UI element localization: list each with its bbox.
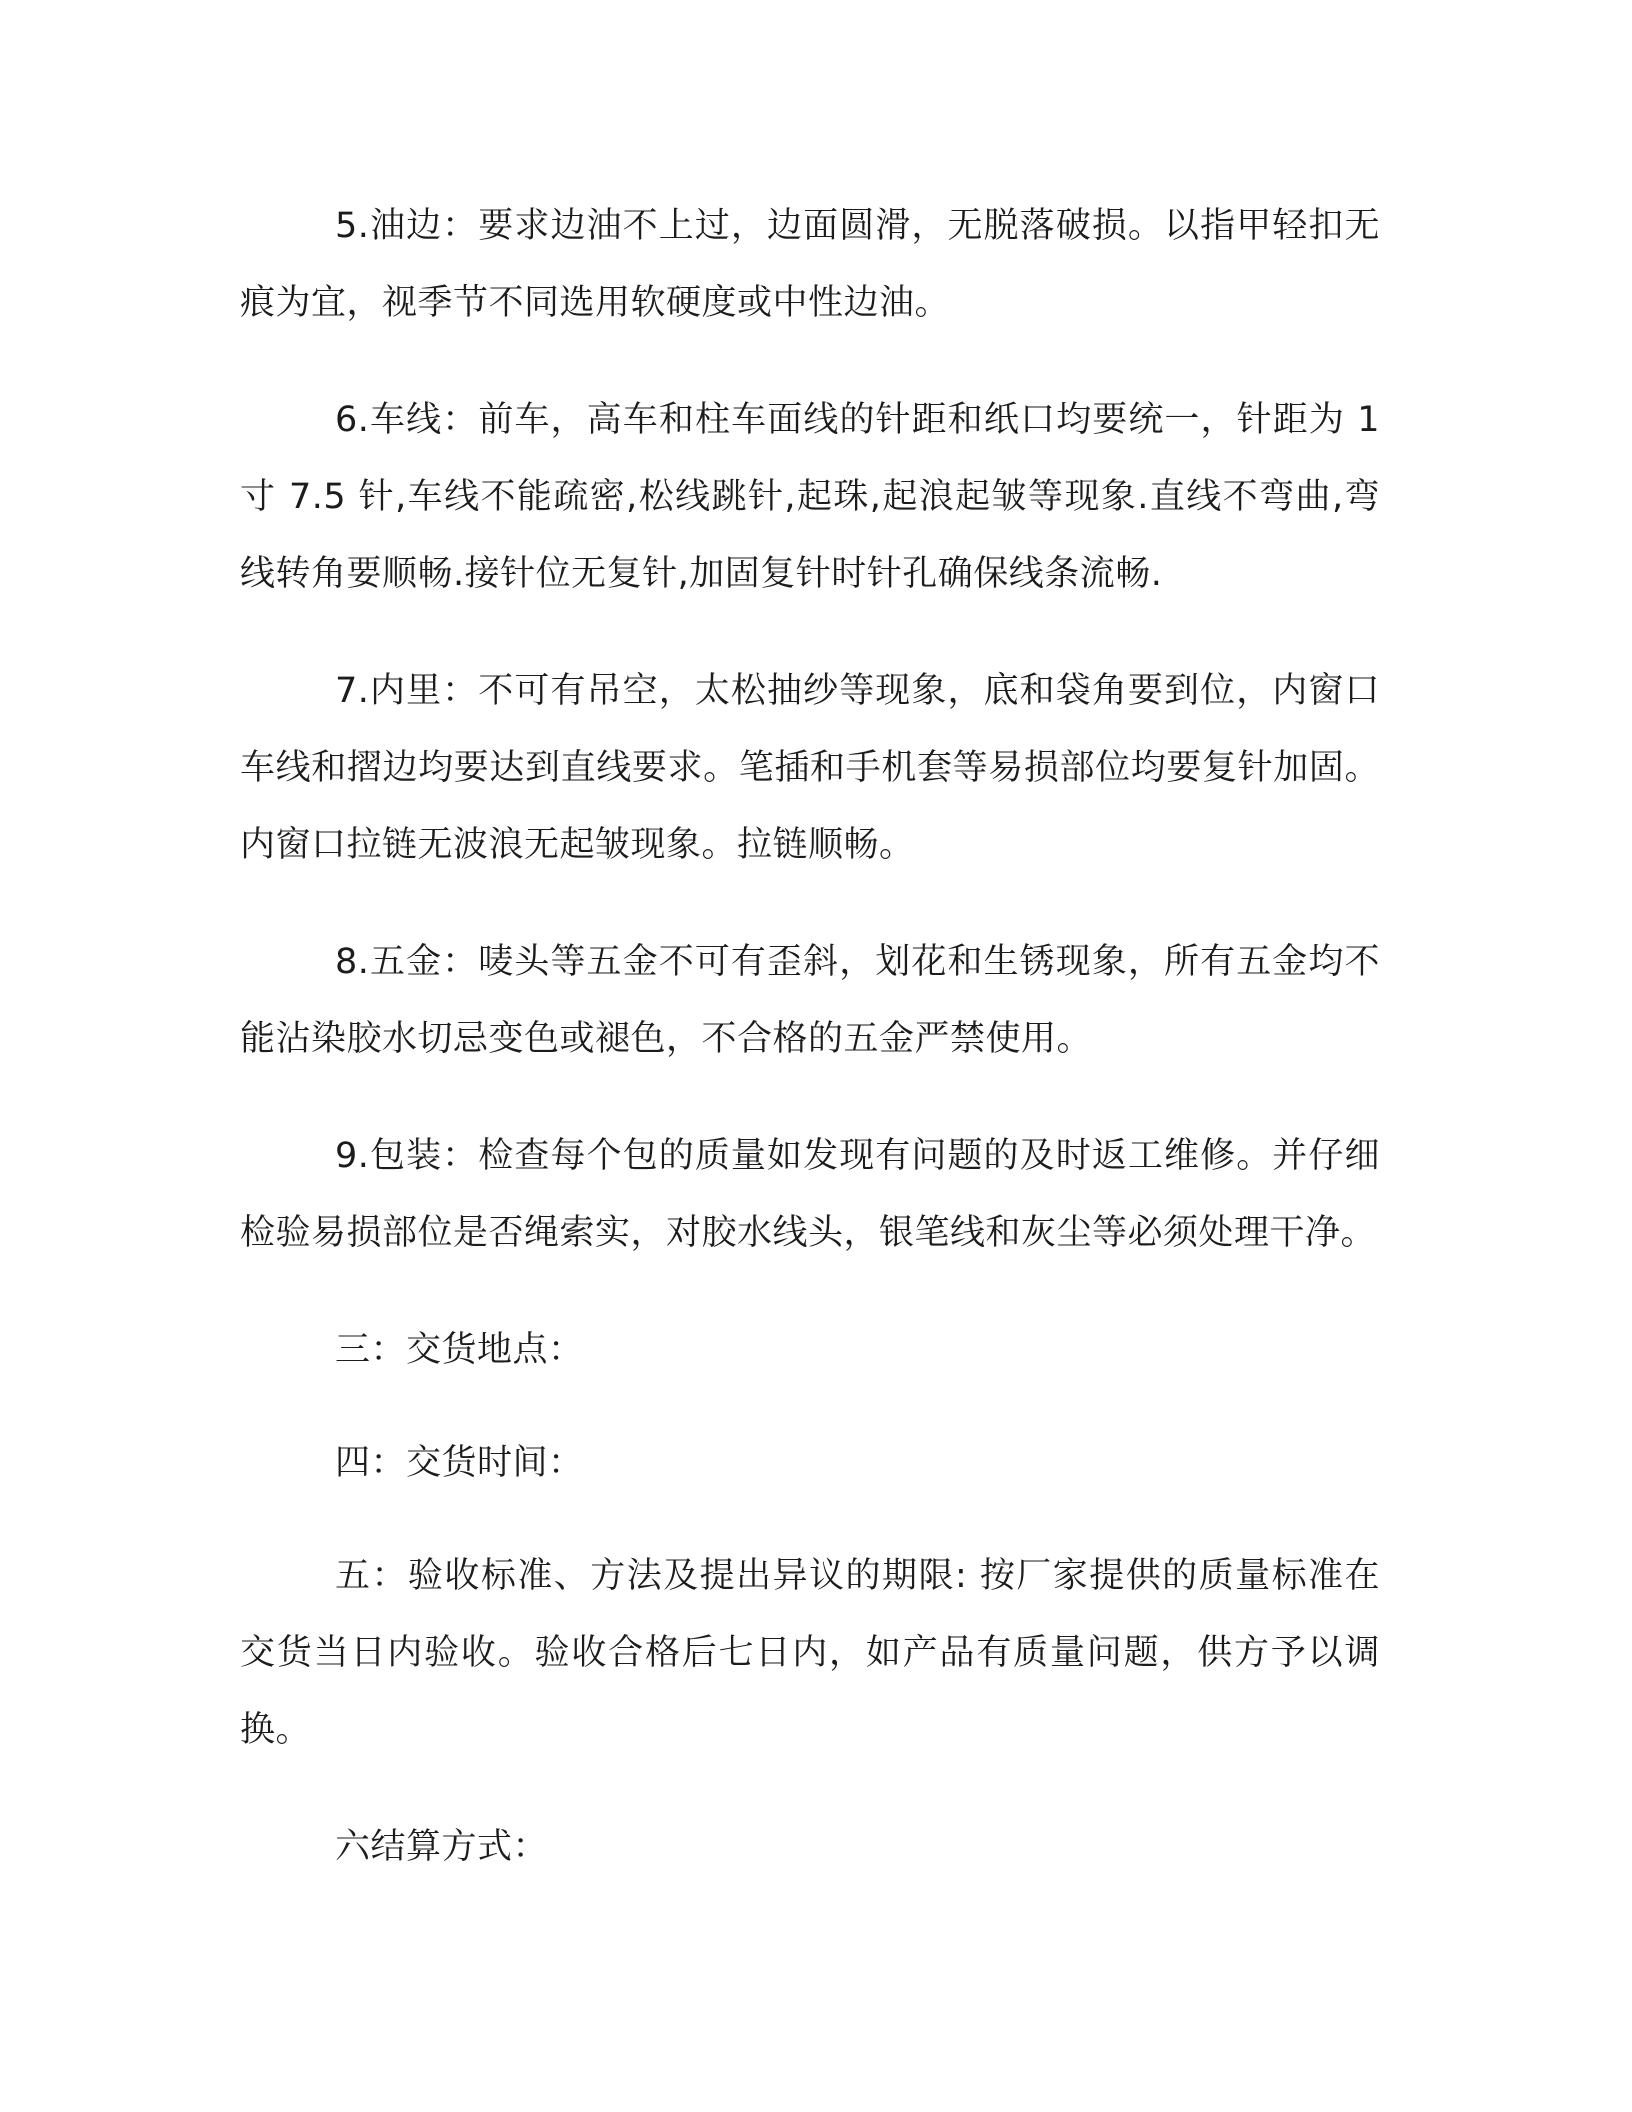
document-body bbox=[240, 188, 1380, 1926]
clause-hardware: 8.五金：唛头等五金不可有歪斜，划花和生锈现象，所有五金均不能沾染胶水切忌变色或褪色，不合格的五金严禁使用。 bbox=[240, 942, 1380, 1059]
section-settlement-method: 六结算方式： bbox=[335, 1827, 549, 1867]
clause-edge-oil: 5.油边：要求边油不上过，边面圆滑，无脱落破损。以指甲轻扣无痕为宜，视季节不同选用软硬度或中性边油。 bbox=[240, 206, 1380, 323]
clause-lining: 7.内里：不可有吊空，太松抽纱等现象，底和袋角要到位，内窗口车线和摺边均要达到直线要求。笔插和手机套等易损部位均要复针加固。内窗口拉链无波浪无起皱现象。拉链顺畅。 bbox=[240, 671, 1380, 865]
clause-stitching: 6.车线：前车，高车和柱车面线的针距和纸口均要统一，针距为 1 寸 7.5 针,车线不能疏密,松线跳针,起珠,起浪起皱等现象.直线不弯曲,弯线转角要顺畅.接针位无复针,加固复针时针孔确保线条流畅. bbox=[240, 400, 1380, 594]
section-delivery-time: 四：交货时间： bbox=[335, 1443, 584, 1483]
clause-packaging: 9.包装：检查每个包的质量如发现有问题的及时返工维修。并仔细检验易损部位是否绳索实，对胶水线头，银笔线和灰尘等必须处理干净。 bbox=[240, 1136, 1380, 1253]
section-delivery-location: 三：交货地点： bbox=[335, 1330, 584, 1370]
section-acceptance-standard: 五：验收标准、方法及提出异议的期限: 按厂家提供的质量标准在交货当日内验收。验收合格后七日内，如产品有质量问题，供方予以调换。 bbox=[240, 1556, 1380, 1750]
